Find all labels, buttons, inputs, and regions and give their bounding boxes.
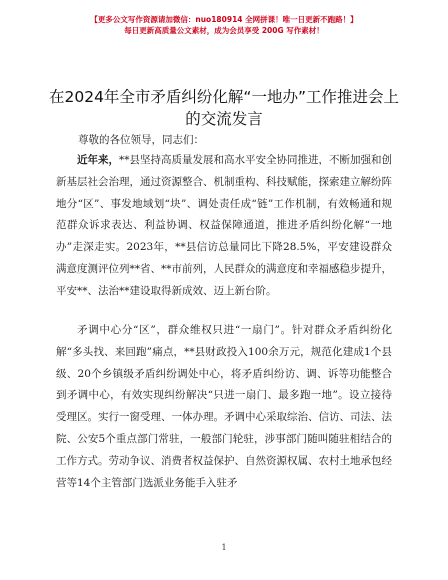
salutation: 尊敬的各位领导，同志们： <box>78 134 204 146</box>
paragraph-1-text: **县坚持高质量发展和高水平安全协同推进，不断加强和创新基层社会治理，通过资源整合、机制重构、科技赋能，探索建立解纷阵地分“区”、事发地域划“块”、调处责任成“链”工作机制，有效畅通和规范群众诉求表达、利益协调、权益保障通道，推进矛盾纠纷化解“一地办”走深走实。2023年，**县信访总量同比下降28.5%，平安建设群众满意度测评位列**省、**市前列，人民群众的满意度和幸福感稳步提升，平安**、法治**建设取得新成效、迈上新台阶。 <box>56 154 392 297</box>
promo-banner <box>0 14 448 36</box>
paragraph-1 <box>56 150 392 303</box>
paragraph-2 <box>56 320 392 494</box>
paragraph-2-text: 矛调中心分“区”，群众维权只进“一扇门”。针对群众矛盾纠纷化解“多头找、来回跑”痛点，**县财政投入100余万元，规范化建成1个县级、20个乡镇级矛盾纠纷调处中心，将矛盾纠纷访、调、诉等功能整合到矛调中心，有效实现纠纷解决“只进一扇门、最多跑一地”。设立接待受理区。实行一窗受理、一体办理。矛调中心采取综治、信访、司法、法院、公安5个重点部门常驻，一般部门轮驻，涉事部门随叫随驻相结合的工作方式。劳动争议、消费者权益保护、自然资源权属、农村土地承包经营等14个主管部门选派业务能手入驻矛 <box>56 324 392 489</box>
promo-banner-line-2: 每日更新高质量公文素材，成为会员享受 200G 写作素材！ <box>124 26 324 35</box>
document-title: 在2024年全市矛盾纠纷化解“一地办”工作推进会上的交流发言 <box>48 88 399 128</box>
promo-banner-line-1: 【更多公文写作资源请加微信：nuo180914 全网拼课！唯一日更新不跑路！】 <box>90 15 358 24</box>
page-number: 1 <box>221 543 227 552</box>
paragraph-1-lead: 近年来， <box>77 154 119 166</box>
